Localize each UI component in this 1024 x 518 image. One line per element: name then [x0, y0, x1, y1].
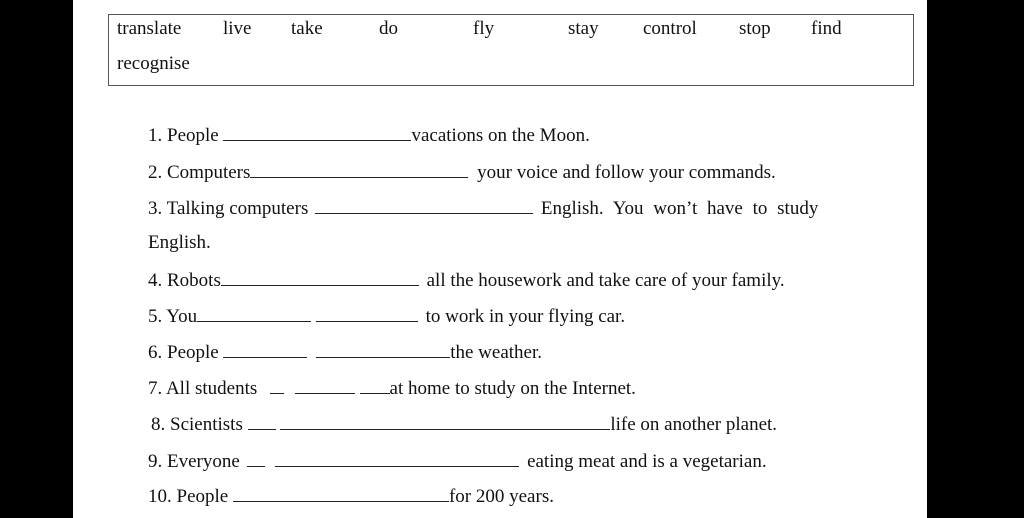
word-item: control [643, 18, 697, 39]
answer-blank[interactable] [250, 161, 468, 178]
answer-blank[interactable] [223, 124, 411, 141]
word-item: recognise [117, 53, 190, 74]
word-item: take [291, 18, 323, 39]
answer-blank[interactable] [295, 377, 355, 394]
word-item: stop [739, 18, 771, 39]
word-box [108, 14, 914, 86]
word-item: translate [117, 18, 182, 39]
answer-blank[interactable] [233, 485, 449, 502]
answer-blank[interactable] [270, 377, 284, 394]
answer-blank[interactable] [275, 450, 519, 467]
answer-blank[interactable] [315, 197, 533, 214]
word-item: do [379, 18, 398, 39]
answer-blank[interactable] [221, 269, 347, 286]
question-5: 5. You to work in your flying car. [148, 306, 626, 327]
question-8: 8. Scientists life on another planet. [151, 414, 778, 435]
question-10: 10. People for 200 years. [148, 486, 554, 507]
question-4: 4. Robots all the housework and take care of your family. [148, 270, 785, 291]
question-6: 6. People the weather. [148, 342, 543, 363]
answer-blank[interactable] [347, 269, 419, 286]
word-item: fly [473, 18, 495, 39]
answer-blank[interactable] [316, 305, 418, 322]
question-2: 2. Computers your voice and follow your commands. [148, 162, 776, 183]
answer-blank[interactable] [247, 450, 265, 467]
word-item: stay [568, 18, 599, 39]
word-item: find [811, 18, 842, 39]
answer-blank[interactable] [280, 413, 610, 430]
worksheet-page [73, 0, 927, 518]
question-7: 7. All students at home to study on the Internet. [148, 378, 636, 399]
answer-blank[interactable] [248, 413, 276, 430]
question-3: 3. Talking computers English. You won’t have to study [148, 198, 819, 219]
answer-blank[interactable] [360, 377, 390, 394]
answer-blank[interactable] [316, 341, 450, 358]
question-9: 9. Everyone eating meat and is a vegetarian. [148, 451, 767, 472]
word-item: live [223, 18, 252, 39]
question-1: 1. People vacations on the Moon. [148, 125, 590, 146]
answer-blank[interactable] [223, 341, 307, 358]
question-3-continuation: English. [148, 232, 211, 253]
answer-blank[interactable] [197, 305, 311, 322]
